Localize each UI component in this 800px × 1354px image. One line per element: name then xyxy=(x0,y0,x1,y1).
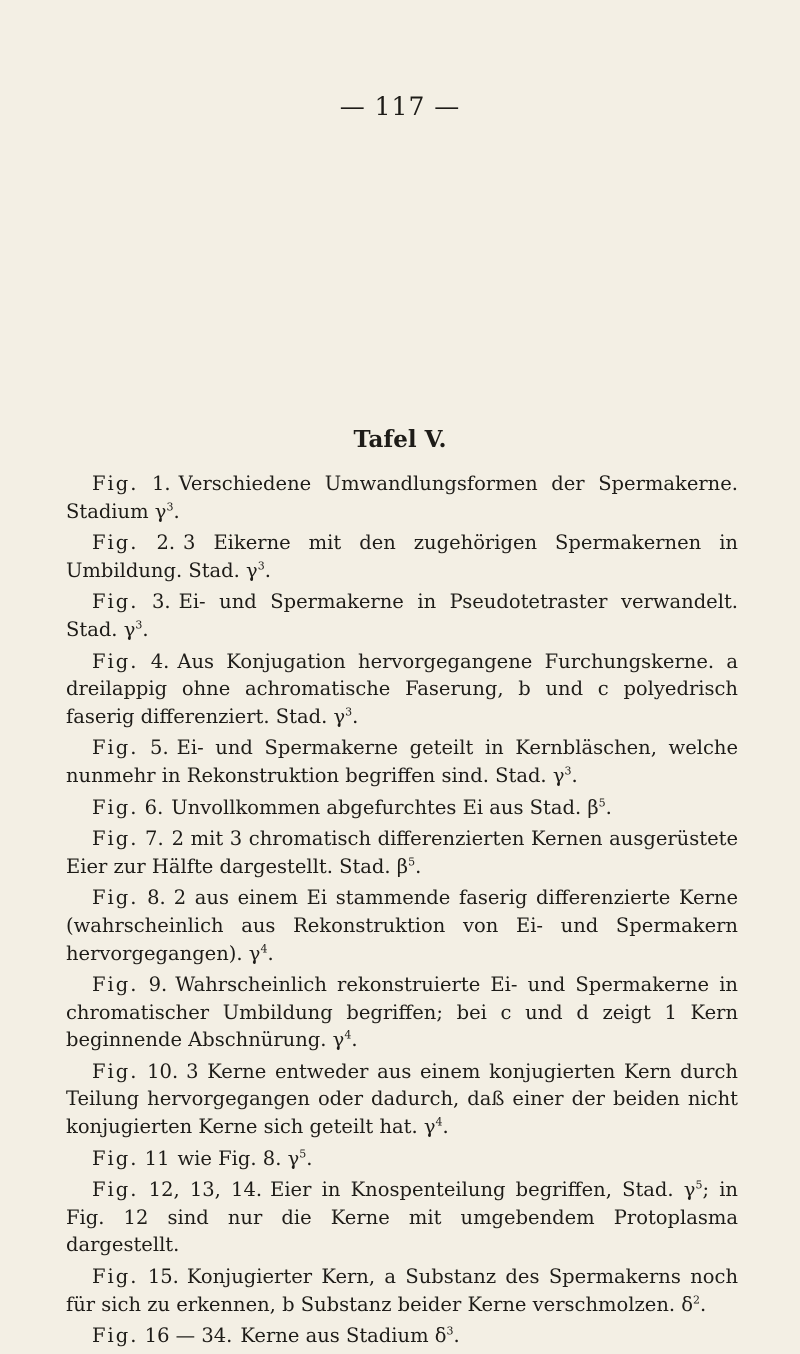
fig-description-tail: . xyxy=(352,704,359,728)
fig-label: Fig. xyxy=(92,973,139,997)
legend-entry xyxy=(66,1322,738,1350)
fig-description-tail: . xyxy=(264,558,271,582)
fig-number: 16 — 34. xyxy=(144,1324,233,1348)
fig-description: Konjugierter Kern, a Substanz des Spermakerns noch für sich zu erkennen, b Substanz beider Kerne verschmolzen. δ xyxy=(66,1265,739,1316)
fig-label: Fig. xyxy=(92,590,139,614)
fig-description-tail: . xyxy=(267,941,274,965)
stage-superscript: 5 xyxy=(598,796,606,810)
fig-description-tail: ; in Fig. 12 sind nur die Kerne mit umgebendem Protoplasma dargestellt. xyxy=(66,1178,738,1257)
stage-superscript: 3 xyxy=(135,618,143,632)
legend-entry xyxy=(66,884,738,967)
fig-number: 10. xyxy=(147,1059,179,1083)
fig-number: 4. xyxy=(150,649,170,673)
legend-entry xyxy=(66,971,738,1054)
legend-entry xyxy=(66,648,738,731)
fig-label: Fig. xyxy=(92,736,139,760)
fig-label: Fig. xyxy=(92,1265,139,1289)
stage-superscript: 2 xyxy=(693,1293,701,1307)
stage-superscript: 5 xyxy=(408,855,416,869)
stage-superscript: 4 xyxy=(435,1115,443,1129)
legend-entry xyxy=(66,1058,738,1141)
fig-description: 3 Kerne entweder aus einem konjugierten Kern durch Teilung hervorgegangen oder dadurch, daß einer der beiden nicht konjugierten Kerne sich geteilt hat. γ xyxy=(66,1059,738,1139)
fig-label: Fig. xyxy=(92,531,139,555)
fig-description: Ei- und Spermakerne geteilt in Kernbläschen, welche nunmehr in Rekonstruktion begriffen sind. Stad. γ xyxy=(66,736,738,787)
fig-description: Eier in Knospenteilung begriffen, Stad. γ xyxy=(270,1178,696,1202)
fig-description-tail: . xyxy=(571,763,578,787)
fig-description: Verschiedene Umwandlungsformen der Spermakerne. Stadium γ xyxy=(66,472,738,523)
stage-superscript: 4 xyxy=(260,942,268,955)
legend-entry xyxy=(66,588,738,643)
fig-label: Fig. xyxy=(92,886,139,910)
stage-superscript: 3 xyxy=(345,705,353,719)
fig-description: 2 aus einem Ei stammende faserig differenzierte Kerne (wahrscheinlich aus Rekonstruktion von Ei- und Spermakern hervorgegangen). γ xyxy=(66,886,738,965)
fig-number: 3. xyxy=(151,590,171,614)
fig-description-tail: . xyxy=(442,1115,449,1139)
fig-description: 3 Eikerne mit den zugehörigen Spermakernen in Umbildung. Stad. γ xyxy=(66,531,738,582)
fig-number: 15. xyxy=(147,1265,179,1289)
fig-label: Fig. xyxy=(92,1178,139,1202)
fig-description-tail: . xyxy=(415,854,422,878)
stage-superscript: 3 xyxy=(446,1324,454,1338)
fig-number: 11 xyxy=(144,1146,170,1170)
fig-description-tail: . xyxy=(453,1324,460,1348)
plate-title: Tafel V. xyxy=(353,426,447,453)
legend-entry xyxy=(66,1263,738,1318)
legend-entry xyxy=(66,1176,738,1259)
fig-description: Aus Konjugation hervorgegangene Furchungskerne. a dreilappig ohne achromatische Faserung, b und c polyedrisch faserig differenziert. Stad. γ xyxy=(66,649,739,728)
fig-description: Ei- und Spermakerne in Pseudotetraster verwandelt. Stad. γ xyxy=(66,590,738,641)
fig-description: Wahrscheinlich rekonstruierte Ei- und Spermakerne in chromatischer Umbildung begriffen; bei c und d zeigt 1 Kern beginnende Abschnürung. γ xyxy=(66,973,738,1052)
stage-superscript: 4 xyxy=(344,1028,352,1042)
fig-description-tail: . xyxy=(173,499,180,523)
fig-label: Fig. xyxy=(92,1146,139,1170)
fig-number: 12, 13, 14. xyxy=(148,1178,263,1202)
fig-number: 9. xyxy=(148,973,168,997)
fig-number: 8. xyxy=(147,886,166,910)
fig-label: Fig. xyxy=(92,1059,139,1083)
fig-description-tail: . xyxy=(306,1146,313,1170)
fig-description-tail: . xyxy=(142,617,149,641)
fig-description: 2 mit 3 chromatisch differenzierten Kernen ausgerüstete Eier zur Hälfte dargestellt. Stad. β xyxy=(66,827,739,878)
stage-superscript: 5 xyxy=(299,1147,307,1161)
fig-label: Fig. xyxy=(92,827,139,851)
fig-label: Fig. xyxy=(92,1324,139,1348)
fig-label: Fig. xyxy=(92,795,139,819)
stage-superscript: 3 xyxy=(166,500,174,514)
fig-number: 6. xyxy=(144,795,164,819)
fig-description-tail: . xyxy=(700,1292,707,1316)
stage-superscript: 3 xyxy=(564,764,572,778)
fig-number: 2. xyxy=(156,531,176,555)
fig-description-tail: . xyxy=(605,795,612,819)
page-number: — 117 — xyxy=(339,92,461,121)
fig-description: wie Fig. 8. γ xyxy=(177,1146,300,1170)
fig-label: Fig. xyxy=(92,472,139,495)
legend-entry xyxy=(66,1145,738,1173)
fig-number: 5. xyxy=(150,736,169,760)
legend-entry xyxy=(66,825,738,880)
stage-superscript: 5 xyxy=(695,1178,703,1192)
fig-description: Unvollkommen abgefurchtes Ei aus Stad. β xyxy=(171,795,599,819)
fig-description-tail: . xyxy=(351,1028,358,1052)
fig-number: 7. xyxy=(145,827,164,851)
legend-entry xyxy=(66,794,738,822)
stage-superscript: 3 xyxy=(257,559,265,573)
legend-entry xyxy=(66,529,738,584)
fig-number: 1. xyxy=(152,472,171,495)
fig-description: Kerne aus Stadium δ xyxy=(240,1324,447,1348)
legend-entry xyxy=(66,734,738,789)
fig-label: Fig. xyxy=(92,649,139,673)
figure-legend xyxy=(66,470,738,1354)
legend-entry xyxy=(66,470,738,525)
